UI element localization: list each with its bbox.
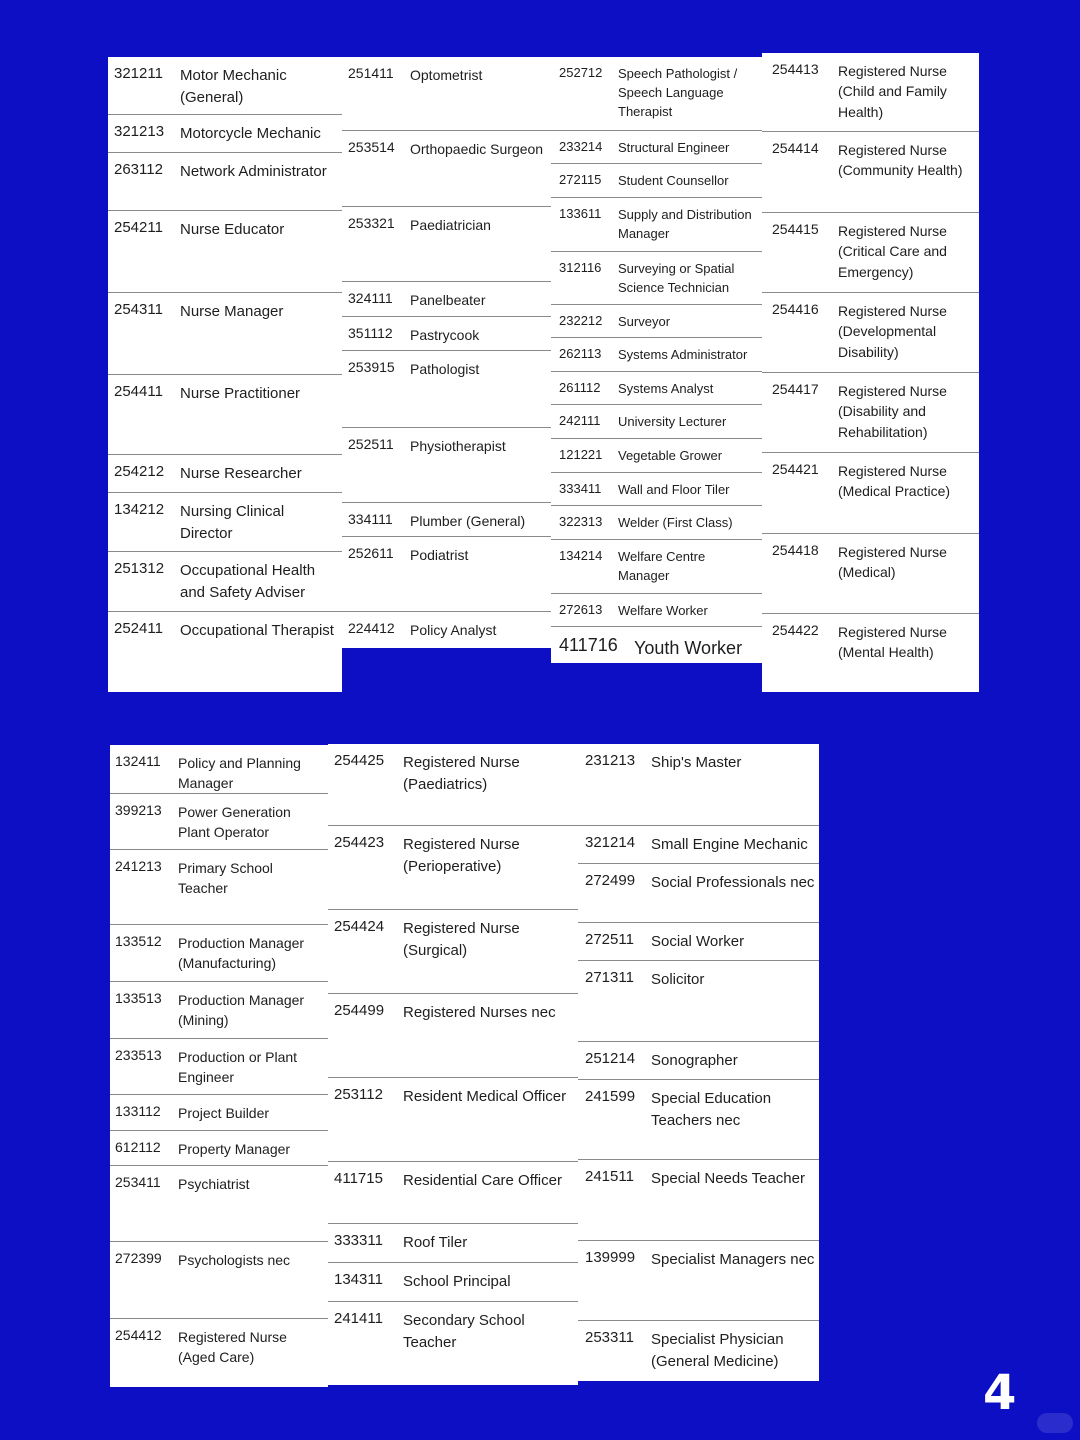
occupation-code: 224412 xyxy=(348,620,395,636)
occupation-table-panel-6 xyxy=(328,744,578,1385)
table-row xyxy=(762,132,979,213)
occupation-title: Nurse Practitioner xyxy=(180,385,301,402)
table-row xyxy=(108,552,342,612)
table-row xyxy=(110,1039,328,1095)
occupation-code: 254412 xyxy=(115,1327,162,1343)
occupation-title: Network Administrator xyxy=(180,163,327,180)
table-row xyxy=(578,1080,819,1160)
occupation-code: 253311 xyxy=(585,1329,634,1346)
occupation-code: 133112 xyxy=(115,1103,161,1119)
occupation-code: 261112 xyxy=(559,380,601,395)
table-row xyxy=(578,864,819,923)
occupation-code: 254311 xyxy=(114,301,163,318)
occupation-code: 253915 xyxy=(348,359,395,375)
table-row xyxy=(110,982,328,1039)
table-row xyxy=(578,1160,819,1241)
occupation-code: 411715 xyxy=(334,1170,383,1187)
occupation-code: 233214 xyxy=(559,139,603,154)
occupation-code: 232212 xyxy=(559,313,603,328)
occupation-title: Registered Nurses nec xyxy=(403,1004,556,1021)
table-row xyxy=(328,1162,578,1224)
occupation-title: Registered Nurse (Medical) xyxy=(838,544,947,581)
table-row xyxy=(551,305,762,338)
occupation-title: Production or Plant Engineer xyxy=(178,1049,298,1086)
table-row xyxy=(762,293,979,373)
table-row xyxy=(110,925,328,982)
occupation-title: Registered Nurse (Community Health) xyxy=(838,142,963,179)
occupation-title: Vegetable Grower xyxy=(618,448,723,463)
occupation-code: 251312 xyxy=(114,560,165,577)
occupation-table-panel-3 xyxy=(551,57,762,663)
occupation-title: Project Builder xyxy=(178,1105,270,1121)
table-row xyxy=(110,745,328,794)
occupation-title: Registered Nurse (Perioperative) xyxy=(403,836,520,875)
occupation-title: Structural Engineer xyxy=(618,140,730,155)
table-row xyxy=(328,1078,578,1162)
occupation-code: 253321 xyxy=(348,215,395,231)
occupation-code: 272511 xyxy=(585,931,634,948)
table-row xyxy=(342,317,551,351)
occupation-title: Production Manager (Mining) xyxy=(178,992,305,1029)
occupation-code: 321211 xyxy=(114,65,163,82)
occupation-title: Primary School Teacher xyxy=(178,860,273,897)
table-row xyxy=(762,534,979,614)
occupation-code: 351112 xyxy=(348,325,393,341)
occupation-title: Systems Administrator xyxy=(618,347,748,362)
occupation-title: Registered Nurse (Paediatrics) xyxy=(403,754,520,793)
occupation-title: Pastrycook xyxy=(410,327,480,343)
occupation-title: Paediatrician xyxy=(410,217,491,233)
occupation-title: Specialist Managers nec xyxy=(651,1251,815,1268)
occupation-code: 254415 xyxy=(772,221,819,237)
table-row xyxy=(578,744,819,826)
occupation-code: 411716 xyxy=(559,635,618,655)
table-row xyxy=(551,164,762,198)
occupation-title: Specialist Physician (General Medicine) xyxy=(651,1331,784,1370)
occupation-code: 272499 xyxy=(585,872,636,889)
occupation-code: 251411 xyxy=(348,65,394,81)
table-row xyxy=(342,537,551,612)
occupation-code: 612112 xyxy=(115,1139,161,1155)
occupation-title: Surveyor xyxy=(618,314,671,329)
occupation-title: Sonographer xyxy=(651,1052,738,1069)
occupation-title: Residential Care Officer xyxy=(403,1172,562,1189)
occupation-title: Student Counsellor xyxy=(618,173,729,188)
table-row xyxy=(551,372,762,405)
table-row xyxy=(762,614,979,692)
occupation-title: Surveying or Spatial Science Technician xyxy=(618,261,735,295)
table-row xyxy=(342,612,551,648)
table-row xyxy=(328,994,578,1078)
table-row xyxy=(108,153,342,211)
occupation-code: 271311 xyxy=(585,969,634,986)
table-row xyxy=(328,826,578,910)
occupation-title: Occupational Health and Safety Adviser xyxy=(180,562,316,601)
occupation-code: 121221 xyxy=(559,447,603,462)
table-row xyxy=(578,923,819,961)
occupation-code: 134212 xyxy=(114,501,165,518)
occupation-code: 272613 xyxy=(559,602,603,617)
occupation-title: Speech Pathologist / Speech Language Therapist xyxy=(618,66,738,119)
occupation-title: Welfare Centre Manager xyxy=(618,549,706,583)
occupation-code: 253514 xyxy=(348,139,395,155)
table-row xyxy=(578,961,819,1042)
occupation-title: Production Manager (Manufacturing) xyxy=(178,935,305,972)
occupation-code: 333311 xyxy=(334,1232,383,1249)
occupation-title: Motor Mechanic (General) xyxy=(180,67,287,106)
table-row xyxy=(762,453,979,534)
table-row xyxy=(108,612,342,692)
occupation-code: 133512 xyxy=(115,933,162,949)
occupation-table-panel-1 xyxy=(108,57,342,692)
occupation-title: Registered Nurse (Developmental Disability) xyxy=(838,303,947,360)
occupation-code: 241213 xyxy=(115,858,162,874)
occupation-title: Motorcycle Mechanic xyxy=(180,125,321,142)
occupation-title: Special Needs Teacher xyxy=(651,1170,805,1187)
occupation-code: 134311 xyxy=(334,1271,383,1288)
occupation-title: Pathologist xyxy=(410,361,480,377)
occupation-code: 263112 xyxy=(114,161,163,178)
table-row xyxy=(342,207,551,282)
occupation-code: 333411 xyxy=(559,481,602,496)
occupation-code: 241599 xyxy=(585,1088,636,1105)
occupation-code: 254414 xyxy=(772,140,819,156)
occupation-code: 254424 xyxy=(334,918,385,935)
occupation-title: Special Education Teachers nec xyxy=(651,1090,772,1129)
occupation-code: 254212 xyxy=(114,463,165,480)
occupation-title: Psychologists nec xyxy=(178,1252,291,1268)
occupation-code: 242111 xyxy=(559,413,601,428)
table-row xyxy=(328,1263,578,1302)
occupation-title: Registered Nurse (Medical Practice) xyxy=(838,463,951,500)
occupation-code: 254418 xyxy=(772,542,819,558)
table-row xyxy=(342,57,551,131)
occupation-code: 254499 xyxy=(334,1002,385,1019)
occupation-code: 233513 xyxy=(115,1047,162,1063)
occupation-title: Welfare Worker xyxy=(618,603,708,618)
occupation-title: Psychiatrist xyxy=(178,1176,250,1192)
occupation-code: 399213 xyxy=(115,802,162,818)
occupation-code: 252611 xyxy=(348,545,394,561)
table-row xyxy=(342,351,551,428)
table-row xyxy=(578,1042,819,1080)
occupation-code: 133513 xyxy=(115,990,162,1006)
occupation-title: Property Manager xyxy=(178,1141,291,1157)
occupation-table-panel-2 xyxy=(342,57,551,648)
table-row xyxy=(551,338,762,372)
occupation-code: 321213 xyxy=(114,123,165,140)
occupation-table-panel-5 xyxy=(110,745,328,1387)
occupation-code: 272115 xyxy=(559,172,602,187)
occupation-title: Podiatrist xyxy=(410,547,469,563)
occupation-title: Solicitor xyxy=(651,971,705,988)
occupation-code: 254416 xyxy=(772,301,819,317)
occupation-code: 253411 xyxy=(115,1174,161,1190)
table-row xyxy=(551,405,762,439)
table-row xyxy=(551,594,762,627)
occupation-title: Welder (First Class) xyxy=(618,515,733,530)
table-row xyxy=(108,293,342,375)
occupation-code: 254421 xyxy=(772,461,819,477)
occupation-title: Social Professionals nec xyxy=(651,874,815,891)
occupation-code: 254411 xyxy=(114,383,163,400)
occupation-code: 254425 xyxy=(334,752,385,769)
table-row xyxy=(551,439,762,473)
table-row xyxy=(328,910,578,994)
occupation-code: 139999 xyxy=(585,1249,636,1266)
occupation-title: Wall and Floor Tiler xyxy=(618,482,730,497)
occupation-title: Nursing Clinical Director xyxy=(180,503,285,542)
occupation-code: 254417 xyxy=(772,381,819,397)
occupation-title: Youth Worker xyxy=(634,638,743,658)
occupation-title: Small Engine Mechanic xyxy=(651,836,808,853)
occupation-code: 251214 xyxy=(585,1050,636,1067)
occupation-code: 312116 xyxy=(559,260,602,275)
table-row xyxy=(108,493,342,552)
table-row xyxy=(762,53,979,132)
occupation-title: Supply and Distribution Manager xyxy=(618,207,752,241)
occupation-title: Optometrist xyxy=(410,67,483,83)
occupation-title: Physiotherapist xyxy=(410,438,506,454)
occupation-title: Resident Medical Officer xyxy=(403,1088,567,1105)
table-row xyxy=(328,744,578,826)
table-row xyxy=(110,850,328,925)
occupation-code: 252411 xyxy=(114,620,163,637)
occupation-code: 132411 xyxy=(115,753,161,769)
occupation-code: 253112 xyxy=(334,1086,383,1103)
occupation-title: Registered Nurse (Surgical) xyxy=(403,920,520,959)
occupation-title: Social Worker xyxy=(651,933,745,950)
occupation-code: 254413 xyxy=(772,61,819,77)
table-row xyxy=(110,1095,328,1131)
table-row xyxy=(110,1242,328,1319)
occupation-code: 252712 xyxy=(559,65,603,80)
occupation-title: Occupational Therapist xyxy=(180,622,334,639)
occupation-code: 252511 xyxy=(348,436,394,452)
occupation-code: 262113 xyxy=(559,346,602,361)
table-row xyxy=(578,826,819,864)
table-row xyxy=(108,455,342,493)
table-row xyxy=(762,373,979,453)
table-row xyxy=(342,428,551,503)
occupation-code: 241411 xyxy=(334,1310,383,1327)
occupation-code: 133611 xyxy=(559,206,602,221)
table-row xyxy=(108,57,342,115)
occupation-code: 272399 xyxy=(115,1250,162,1266)
table-row xyxy=(328,1302,578,1385)
table-row xyxy=(551,198,762,252)
table-row xyxy=(551,627,762,663)
table-row xyxy=(578,1241,819,1321)
table-row xyxy=(342,131,551,207)
occupation-code: 254422 xyxy=(772,622,819,638)
occupation-title: Policy Analyst xyxy=(410,622,497,638)
occupation-title: Policy and Planning Manager xyxy=(178,755,301,792)
table-row xyxy=(342,282,551,317)
table-row xyxy=(110,1319,328,1387)
occupation-code: 321214 xyxy=(585,834,636,851)
occupation-code: 324111 xyxy=(348,290,393,306)
occupation-code: 134214 xyxy=(559,548,603,563)
page-number: 4 xyxy=(983,1365,1017,1421)
occupation-title: Nurse Researcher xyxy=(180,465,302,482)
occupation-code: 334111 xyxy=(348,511,393,527)
occupation-code: 241511 xyxy=(585,1168,634,1185)
occupation-title: Roof Tiler xyxy=(403,1234,468,1251)
occupation-code: 254423 xyxy=(334,834,385,851)
occupation-title: Registered Nurse (Critical Care and Emergency) xyxy=(838,223,947,280)
occupation-title: Orthopaedic Surgeon xyxy=(410,141,544,157)
occupation-title: Registered Nurse (Disability and Rehabilitation) xyxy=(838,383,947,440)
occupation-title: Systems Analyst xyxy=(618,381,714,396)
table-row xyxy=(551,473,762,506)
occupation-title: Secondary School Teacher xyxy=(403,1312,525,1351)
table-row xyxy=(110,1131,328,1166)
occupation-title: Panelbeater xyxy=(410,292,486,308)
watermark-logo xyxy=(1037,1413,1073,1433)
occupation-title: School Principal xyxy=(403,1273,511,1290)
table-row xyxy=(762,213,979,293)
table-row xyxy=(110,1166,328,1242)
table-row xyxy=(551,57,762,131)
occupation-title: Ship's Master xyxy=(651,754,742,771)
occupation-code: 254211 xyxy=(114,219,163,236)
table-row xyxy=(578,1321,819,1381)
table-row xyxy=(108,115,342,153)
occupation-title: University Lecturer xyxy=(618,414,727,429)
occupation-code: 322313 xyxy=(559,514,603,529)
occupation-title: Registered Nurse (Child and Family Health) xyxy=(838,63,947,120)
occupation-title: Power Generation Plant Operator xyxy=(178,804,291,841)
occupation-title: Plumber (General) xyxy=(410,513,526,529)
occupation-table-panel-4 xyxy=(762,53,979,692)
occupation-title: Registered Nurse (Aged Care) xyxy=(178,1329,287,1366)
table-row xyxy=(108,211,342,293)
table-row xyxy=(108,375,342,455)
table-row xyxy=(110,794,328,850)
occupation-title: Nurse Educator xyxy=(180,221,285,238)
table-row xyxy=(551,540,762,594)
occupation-title: Nurse Manager xyxy=(180,303,284,320)
occupation-table-panel-7 xyxy=(578,744,819,1381)
table-row xyxy=(551,131,762,164)
table-row xyxy=(328,1224,578,1263)
table-row xyxy=(551,506,762,540)
occupation-code: 231213 xyxy=(585,752,636,769)
table-row xyxy=(551,252,762,305)
table-row xyxy=(342,503,551,537)
occupation-title: Registered Nurse (Mental Health) xyxy=(838,624,947,661)
